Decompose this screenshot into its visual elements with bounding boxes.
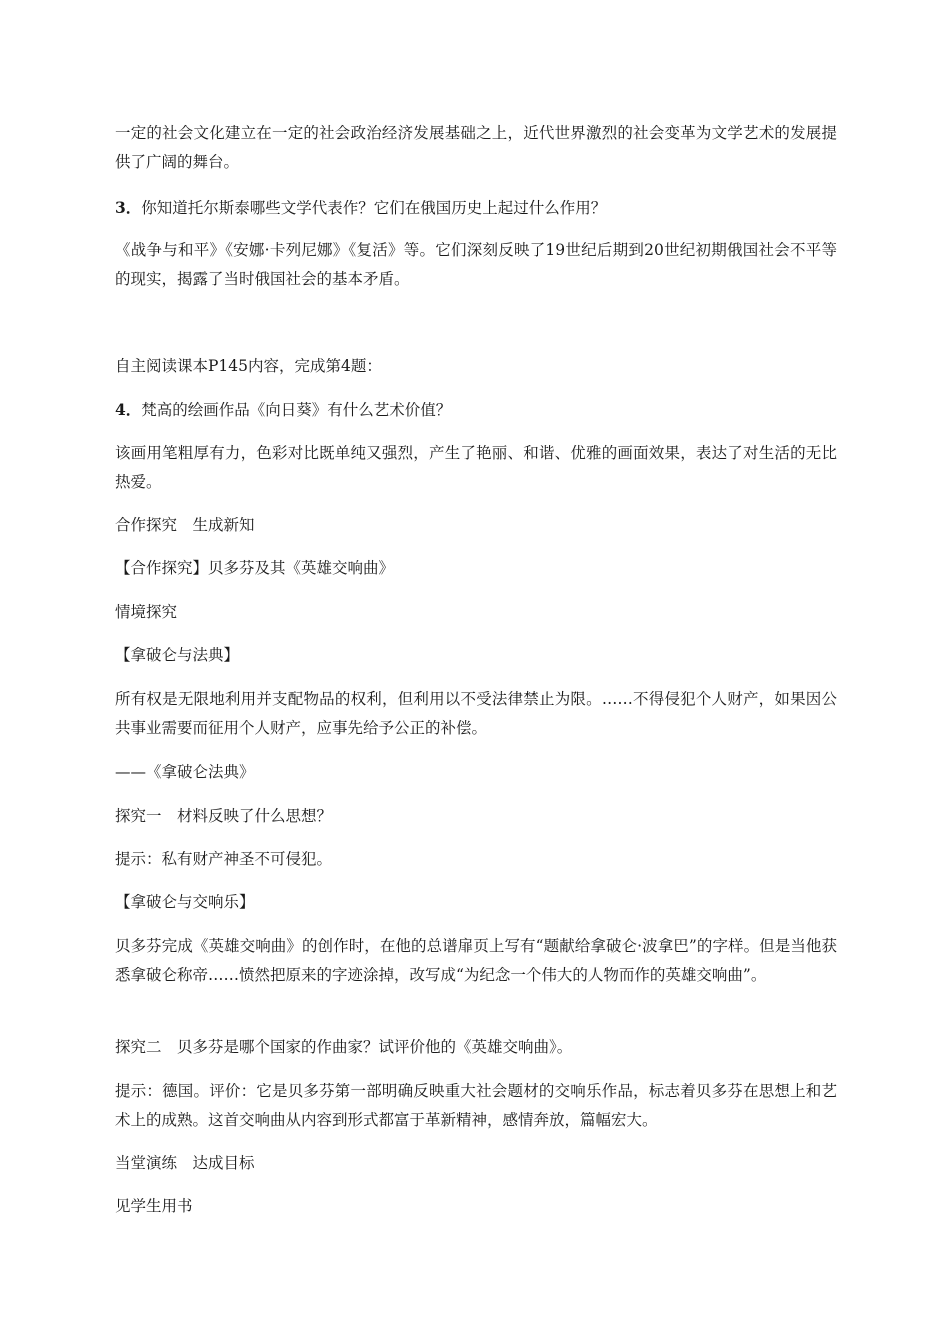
question-number: 3． bbox=[115, 198, 142, 217]
explore-1: 探究一 材料反映了什么思想？ bbox=[115, 807, 333, 825]
hint-2: 提示：德国。评价：它是贝多芬第一部明确反映重大社会题材的交响乐作品，标志着贝多芬在思想上和艺术上的成熟。这首交响曲从内容到形式都富于革新精神，感情奔放，篇幅宏大。 bbox=[115, 1082, 837, 1129]
question-number: 4． bbox=[115, 400, 142, 419]
topic-heading: 【合作探究】贝多芬及其《英雄交响曲》 bbox=[115, 559, 395, 577]
question-text: 你知道托尔斯泰哪些文学代表作？它们在俄国历史上起过什么作用？ bbox=[141, 199, 607, 217]
explore-2: 探究二 贝多芬是哪个国家的作曲家？试评价他的《英雄交响曲》。 bbox=[115, 1038, 573, 1056]
material-2: 贝多芬完成《英雄交响曲》的创作时，在他的总谱扉页上写有“题献给拿破仑·波拿巴”的字样。但是当他获悉拿破仑称帝……愤然把原来的字迹涂掉，改写成“为纪念一个伟大的人物而作的英雄交响曲”。 bbox=[115, 937, 837, 984]
answer-3: 《战争与和平》《安娜·卡列尼娜》《复活》等。它们深刻反映了19世纪后期到20世纪初期俄国社会不平等的现实，揭露了当时俄国社会的基本矛盾。 bbox=[115, 241, 837, 288]
subheading-symphony: 【拿破仑与交响乐】 bbox=[115, 893, 255, 911]
section-heading-cooperate: 合作探究 生成新知 bbox=[115, 516, 255, 534]
question-text: 梵高的绘画作品《向日葵》有什么艺术价值？ bbox=[141, 401, 452, 419]
section-heading-practice: 当堂演练 达成目标 bbox=[115, 1154, 255, 1172]
material-1: 所有权是无限地利用并支配物品的权利，但利用以不受法律禁止为限。……不得侵犯个人财产，如果因公共事业需要而征用个人财产，应事先给予公正的补偿。 bbox=[115, 690, 837, 737]
reading-instruction: 自主阅读课本P145内容，完成第4题： bbox=[115, 357, 382, 375]
hint-1: 提示：私有财产神圣不可侵犯。 bbox=[115, 850, 333, 868]
question-3 bbox=[115, 193, 837, 223]
material-source: ——《拿破仑法典》 bbox=[115, 763, 255, 781]
see-student-book: 见学生用书 bbox=[115, 1197, 193, 1215]
situation-heading: 情境探究 bbox=[115, 603, 178, 621]
paragraph-intro: 一定的社会文化建立在一定的社会政治经济发展基础之上，近代世界激烈的社会变革为文学艺术的发展提供了广阔的舞台。 bbox=[115, 124, 837, 171]
subheading-code: 【拿破仑与法典】 bbox=[115, 646, 240, 664]
question-4 bbox=[115, 395, 837, 425]
answer-4: 该画用笔粗厚有力，色彩对比既单纯又强烈，产生了艳丽、和谐、优雅的画面效果，表达了对生活的无比热爱。 bbox=[115, 444, 837, 491]
